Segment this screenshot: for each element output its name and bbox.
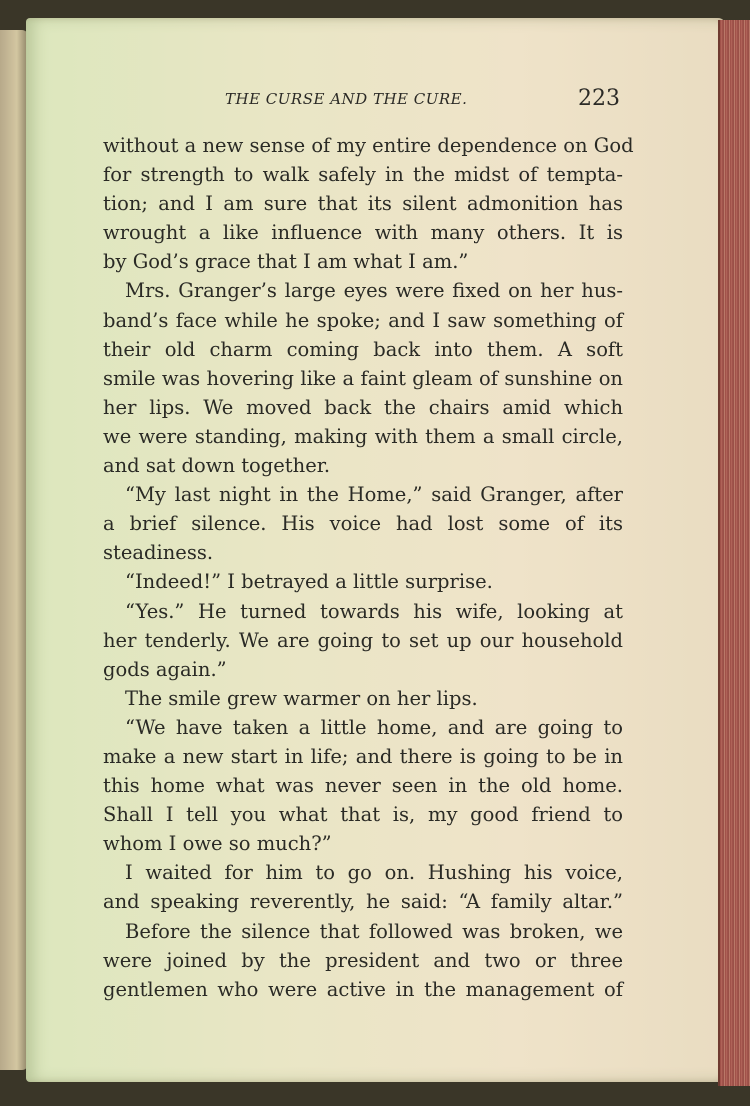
text-line: steadiness.	[103, 541, 214, 565]
text-line: “My last night in the Home,” said Granger, after	[125, 483, 623, 507]
facing-page-edge	[0, 30, 28, 1070]
text-line: Before the silence that followed was broken, we	[125, 919, 623, 943]
text-line: and speaking reverently, he said: “A family altar.”	[103, 890, 623, 914]
page-header	[0, 86, 750, 120]
text-line: “We have taken a little home, and are going to	[125, 715, 623, 739]
text-line: her tenderly. We are going to set up our household	[103, 628, 623, 652]
text-line: Shall I tell you what that is, my good friend to	[103, 803, 623, 827]
text-line: we were standing, making with them a small circle,	[103, 424, 623, 448]
text-line: gods again.”	[103, 657, 227, 681]
text-line: by God’s grace that I am what I am.”	[103, 250, 469, 274]
text-line: whom I owe so much?”	[103, 832, 332, 856]
text-line: a brief silence. His voice had lost some of its	[103, 512, 623, 536]
text-line: tion; and I am sure that its silent admonition has	[103, 192, 623, 216]
running-head: THE CURSE AND THE CURE.	[225, 90, 468, 108]
text-line: The smile grew warmer on her lips.	[125, 686, 478, 710]
text-line: smile was hovering like a faint gleam of sunshine on	[103, 366, 623, 390]
text-line: without a new sense of my entire dependence on God	[103, 134, 634, 157]
text-line: for strength to walk safely in the midst of tempta-	[103, 163, 623, 187]
text-line: and sat down together.	[103, 454, 331, 478]
text-line: make a new start in life; and there is going to be in	[103, 744, 623, 768]
text-line: “Yes.” He turned towards his wife, looking at	[125, 599, 623, 623]
text-line: Mrs. Granger’s large eyes were fixed on her hus-	[125, 279, 623, 303]
text-line: her lips. We moved back the chairs amid which	[103, 395, 623, 419]
text-line: “Indeed!” I betrayed a little surprise.	[125, 570, 493, 594]
text-line: were joined by the president and two or three	[103, 948, 623, 972]
text-line: gentlemen who were active in the management of	[103, 977, 623, 1001]
text-line: their old charm coming back into them. A soft	[103, 337, 623, 361]
page-number: 223	[578, 86, 620, 111]
body-text	[103, 131, 634, 1004]
text-line: band’s face while he spoke; and I saw something of	[103, 308, 623, 332]
text-line: this home what was never seen in the old home.	[103, 774, 623, 798]
text-line: wrought a like influence with many others. It is	[103, 221, 623, 245]
page-stack-edge	[718, 20, 750, 1086]
text-line: I waited for him to go on. Hushing his voice,	[125, 861, 623, 885]
